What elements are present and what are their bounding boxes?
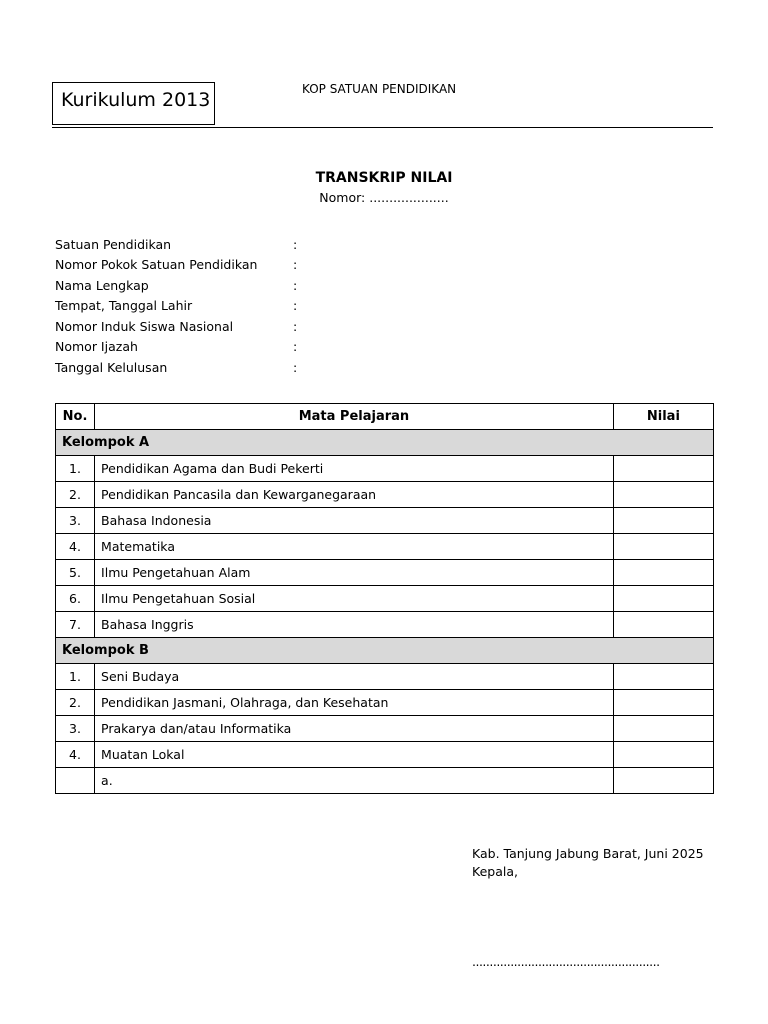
curriculum-box bbox=[52, 82, 215, 125]
row-subject: Pendidikan Pancasila dan Kewarganegaraan bbox=[95, 482, 614, 508]
header-value: Nilai bbox=[613, 404, 713, 430]
row-value bbox=[613, 690, 713, 716]
signature-title: Kepala, bbox=[472, 864, 518, 879]
row-subject: Matematika bbox=[95, 534, 614, 560]
group-row bbox=[56, 638, 714, 664]
group-label: Kelompok A bbox=[56, 430, 714, 456]
info-colon: : bbox=[293, 339, 298, 355]
row-subject: Muatan Lokal bbox=[95, 742, 614, 768]
info-colon: : bbox=[293, 318, 298, 334]
row-value bbox=[613, 768, 713, 794]
header-divider bbox=[52, 127, 713, 128]
header-no: No. bbox=[56, 404, 95, 430]
info-row bbox=[55, 255, 303, 276]
row-no: 4. bbox=[56, 742, 95, 768]
table-row bbox=[56, 664, 714, 690]
info-row bbox=[55, 316, 303, 337]
row-subject: Bahasa Inggris bbox=[95, 612, 614, 638]
table-row bbox=[56, 742, 714, 768]
table-row bbox=[56, 508, 714, 534]
info-label: Tanggal Kelulusan bbox=[55, 359, 168, 375]
info-colon: : bbox=[293, 298, 298, 314]
row-no: 5. bbox=[56, 560, 95, 586]
table-row bbox=[56, 456, 714, 482]
info-label: Nomor Pokok Satuan Pendidikan bbox=[55, 257, 258, 273]
row-value bbox=[613, 664, 713, 690]
row-value bbox=[613, 534, 713, 560]
info-row bbox=[55, 275, 303, 296]
group-row bbox=[56, 430, 714, 456]
table-row bbox=[56, 612, 714, 638]
row-value bbox=[613, 742, 713, 768]
row-no: 1. bbox=[56, 664, 95, 690]
row-value bbox=[613, 482, 713, 508]
letterhead-label: KOP SATUAN PENDIDIKAN bbox=[302, 82, 457, 96]
info-label: Satuan Pendidikan bbox=[55, 236, 172, 252]
row-subject: Seni Budaya bbox=[95, 664, 614, 690]
row-subject: Pendidikan Jasmani, Olahraga, dan Kesehatan bbox=[95, 690, 614, 716]
row-subject: Pendidikan Agama dan Budi Pekerti bbox=[95, 456, 614, 482]
info-row bbox=[55, 357, 303, 378]
info-label: Nomor Ijazah bbox=[55, 339, 138, 355]
table-row bbox=[56, 768, 714, 794]
group-label: Kelompok B bbox=[56, 638, 714, 664]
info-row bbox=[55, 234, 303, 255]
document-number: Nomor: .................... bbox=[319, 190, 449, 205]
row-no: 3. bbox=[56, 508, 95, 534]
table-row bbox=[56, 560, 714, 586]
row-value bbox=[613, 560, 713, 586]
row-value bbox=[613, 456, 713, 482]
row-subject: Prakarya dan/atau Informatika bbox=[95, 716, 614, 742]
table-row bbox=[56, 690, 714, 716]
info-row bbox=[55, 296, 303, 317]
document-title: TRANSKRIP NILAI bbox=[315, 170, 453, 186]
table-row bbox=[56, 534, 714, 560]
student-info bbox=[55, 234, 303, 378]
row-no: 2. bbox=[56, 690, 95, 716]
grades-table bbox=[55, 403, 714, 794]
row-no: 1. bbox=[56, 456, 95, 482]
row-no: 2. bbox=[56, 482, 95, 508]
row-value bbox=[613, 586, 713, 612]
header-subject: Mata Pelajaran bbox=[95, 404, 614, 430]
info-colon: : bbox=[293, 359, 298, 375]
row-subject: Bahasa Indonesia bbox=[95, 508, 614, 534]
info-label: Nama Lengkap bbox=[55, 277, 149, 293]
row-value bbox=[613, 716, 713, 742]
row-no: 6. bbox=[56, 586, 95, 612]
row-no: 3. bbox=[56, 716, 95, 742]
row-subject: Ilmu Pengetahuan Sosial bbox=[95, 586, 614, 612]
row-subject: Ilmu Pengetahuan Alam bbox=[95, 560, 614, 586]
table-row bbox=[56, 482, 714, 508]
table-row bbox=[56, 716, 714, 742]
curriculum-label: Kurikulum 2013 bbox=[61, 89, 211, 111]
row-value bbox=[613, 508, 713, 534]
info-colon: : bbox=[293, 257, 298, 273]
row-subject: a. bbox=[95, 768, 614, 794]
info-label: Tempat, Tanggal Lahir bbox=[55, 298, 193, 314]
info-colon: : bbox=[293, 277, 298, 293]
row-no bbox=[56, 768, 95, 794]
row-value bbox=[613, 612, 713, 638]
info-label: Nomor Induk Siswa Nasional bbox=[55, 318, 234, 334]
info-row bbox=[55, 337, 303, 358]
info-colon: : bbox=[293, 236, 298, 252]
table-header-row bbox=[56, 404, 714, 430]
table-row bbox=[56, 586, 714, 612]
row-no: 4. bbox=[56, 534, 95, 560]
row-no: 7. bbox=[56, 612, 95, 638]
signature-line: ...................................................... bbox=[472, 954, 660, 969]
signature-place-date: Kab. Tanjung Jabung Barat, Juni 2025 bbox=[472, 846, 704, 861]
